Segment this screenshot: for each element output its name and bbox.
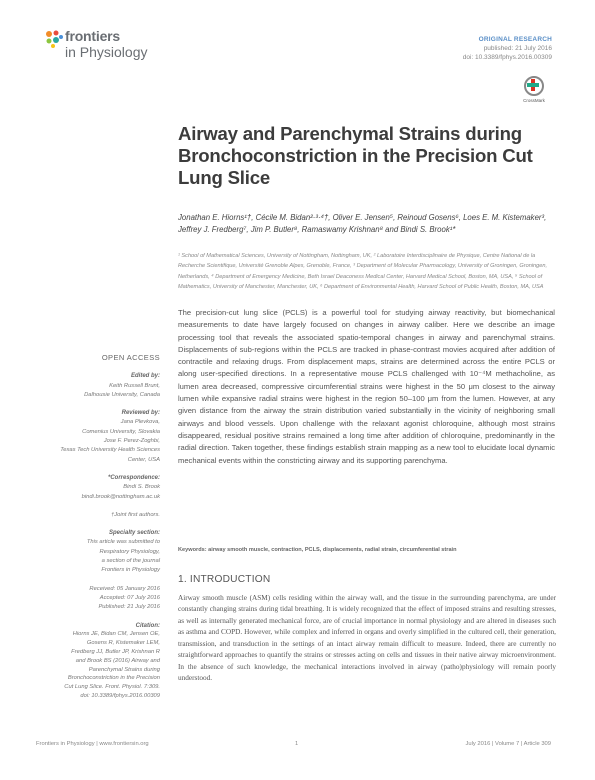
received-date: Received: 05 January 2016 [89, 585, 160, 592]
specialty-section [26, 529, 160, 575]
citation-line: Gosens R, Kistemaker LEM, [86, 640, 160, 647]
citation-line: Fredberg JJ, Butler JP, Krishnan R [71, 648, 160, 655]
article-meta [463, 35, 552, 62]
section-heading: 1. INTRODUCTION [178, 574, 271, 585]
brand-name: frontiers [65, 28, 120, 44]
correspondence-heading: *Correspondence: [107, 474, 160, 481]
footer-journal[interactable]: Frontiers in Physiology | www.frontiersin.org [36, 741, 149, 747]
intro-paragraph: Airway smooth muscle (ASM) cells residing within the airway wall, and the tissue in the surrounding parenchyma, are under constantly changing strains during tidal breathing. It is widely recognized that the effect of imposed strains and resulting stresses, as well as internally generated mechanical force, are of crucial importance in normal physiology and are altered in diseases such as asthma and COPD. However, while complex and inferred in organs and overly simplified in the cultured cell, their generation, transmission, and transduction in the settings of an intact airway remain difficult to measure. Indeed, there are currently no straightforward approaches to quantify the strains or stresses acting on cells and tissues in their native airway microenvironment. In the absence of such knowledge, the mechanical interactions involved in airway (patho)physiology will remain poorly understood. [178, 594, 556, 683]
reviewed-by [26, 409, 160, 465]
reviewer-affiliation: Center, USA [127, 456, 160, 463]
journal-logo [44, 27, 174, 67]
page-number: 1 [295, 741, 299, 747]
citation-line: Hiorns JE, Bidan CM, Jensen OE, [72, 631, 160, 638]
crossmark-icon [524, 76, 544, 96]
journal-name: in Physiology [65, 44, 148, 60]
citation-line: Parenchymal Strains during [88, 666, 160, 673]
reviewer-affiliation: Texas Tech University Health Sciences [60, 447, 160, 454]
correspondence-email[interactable]: bindi.brook@nottingham.ac.uk [81, 493, 160, 500]
edited-by [26, 372, 160, 400]
accepted-date: Accepted: 07 July 2016 [99, 594, 160, 601]
abstract: The precision-cut lung slice (PCLS) is a powerful tool for studying airway reactivity, but biomechanical measurements to date have largely focused on changes in airway caliber. Here we describe an image processing tool that reveals the associated spatio-temporal changes in airway and parenchymal strains. Displacements of sub-regions within the PCLS are tracked in phase-contrast movies acquired after addition of contractile and relaxing drugs. From displacement maps, strains are determined across the entire PCLS or along user-specified directions. In a representative mouse PCLS challenged with 10⁻⁴M methacholine, as lumen area decreased, compressive circumferential strains were highest in the 50 μm closest to the airway lumen while expansive radial strains were highest in the region 50–100 μm from the lumen. However, at any given distance from the airway the strain distribution varied substantially in the vicinity of neighboring small airways and blood vessels. Upon challenge with the relaxant agonist chloroquine, although most strains disappeared, residual positive strains remained a long time after addition of chloroquine, predominantly in the radial direction. Taken together, these findings establish strain mapping as a new tool to elucidate local dynamic mechanical events within the constricting airway and its supporting parenchyma. [178, 308, 555, 465]
doi[interactable]: doi: 10.3389/fphys.2016.00309 [462, 54, 552, 61]
citation-line: Cut Lung Slice. Front. Physiol. 7:309. [64, 684, 160, 691]
keywords: Keywords: airway smooth muscle, contraction, PCLS, displacements, radial strain, circumferential strain [178, 547, 457, 553]
specialty-line: Frontiers in Physiology [101, 567, 160, 574]
frontiers-logo-icon [44, 29, 64, 49]
published-date-sidebar: Published: 21 July 2016 [98, 604, 160, 611]
editor-name: Keith Russell Brunt, [109, 382, 160, 389]
citation [26, 622, 160, 701]
affiliations: ¹ School of Mathematical Sciences, University of Nottingham, Nottingham, UK, ² Laboratoire Interdisciplinaire de Physique, Centre National de la Recherche Scientifique, Université Grenoble Alpes, Grenoble, France, ³ Department of Molecular Pharmacology, University of Groningen, Groningen, Netherlands, ⁴ Department of Emergency Medicine, Beth Israel Deaconess Medical Center, Harvard Medical School, Boston, MA, USA, ⁵ School of Mathematics, University of Manchester, Manchester, UK, ⁶ Department of Environmental Health, Harvard School of Public Health, Boston, MA, USA [178, 253, 548, 290]
article-title: Airway and Parenchymal Strains during Bronchoconstriction in the Precision Cut Lung Slice [178, 123, 533, 188]
footer-issue: July 2016 | Volume 7 | Article 309 [465, 741, 551, 747]
specialty-line: a section of the journal [101, 558, 160, 565]
open-access-label: OPEN ACCESS [101, 353, 160, 362]
edited-by-heading: Edited by: [130, 373, 160, 380]
reviewed-by-heading: Reviewed by: [121, 410, 160, 417]
citation-heading: Citation: [135, 622, 160, 629]
dates [26, 585, 160, 613]
article-sidebar [26, 353, 160, 710]
correspondence [26, 474, 160, 502]
specialty-heading: Specialty section: [108, 530, 160, 537]
specialty-line: This article was submitted to [86, 539, 160, 546]
author-list: Jonathan E. Hiorns¹†, Cécile M. Bidan²·³·⁴†, Oliver E. Jensen⁵, Reinoud Gosens⁶, Loes E. M. Kistemaker³, Jeffrey J. Fredberg⁷, Jim P. Butler⁸, Ramaswamy Krishnan⁸ and Bindi S. Brook¹* [178, 213, 547, 234]
article-type: ORIGINAL RESEARCH [478, 36, 552, 43]
joint-authors-note: †Joint first authors. [111, 511, 160, 518]
reviewer-name: Jose F. Perez-Zoghbi, [103, 438, 160, 445]
crossmark-label: CrossMark [523, 98, 545, 103]
reviewer-affiliation: Comenius University, Slovakia [82, 428, 160, 435]
published-date: published: 21 July 2016 [483, 45, 552, 52]
correspondence-name: Bindi S. Brook [123, 484, 160, 491]
citation-line: and Brook BS (2016) Airway and [75, 657, 160, 664]
crossmark-badge[interactable] [519, 76, 549, 112]
citation-line: Bronchoconstriction in the Precision [67, 675, 160, 682]
citation-line: doi: 10.3389/fphys.2016.00309 [80, 692, 160, 699]
reviewer-name: Jana Plevkova, [120, 419, 160, 426]
specialty-line: Respiratory Physiology, [99, 548, 160, 555]
editor-affiliation: Dalhousie University, Canada [84, 391, 160, 398]
